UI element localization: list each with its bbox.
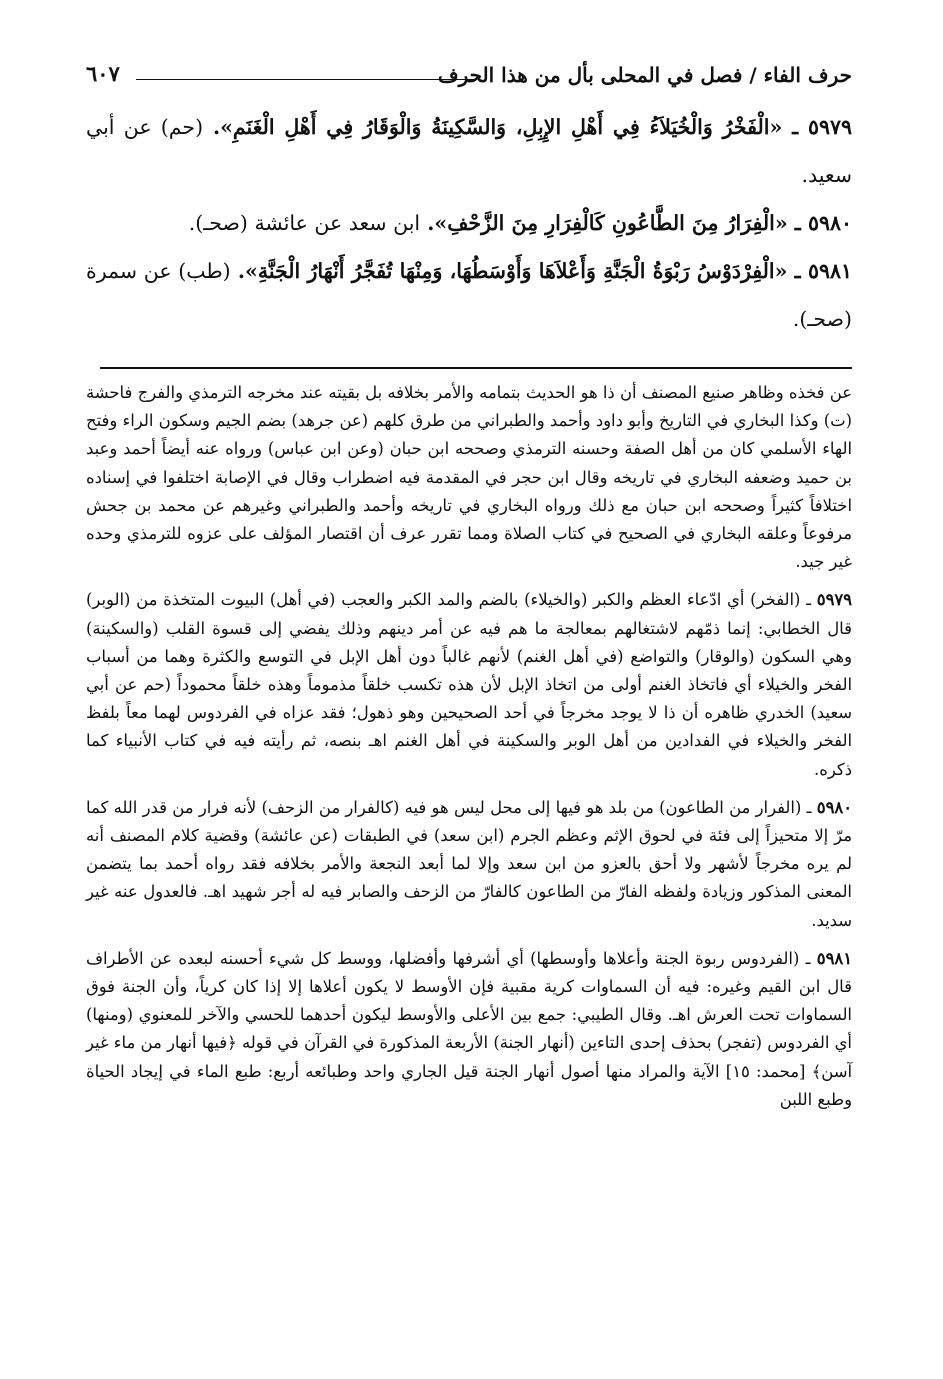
hadith-text: «الْفِرَارُ مِنَ الطَّاعُونِ كَالْفِرَارِ مِنَ الزَّحْفِ». bbox=[427, 211, 788, 235]
hadith-source: (طب) عن سمرة (صحـ). bbox=[86, 259, 852, 331]
page bbox=[86, 55, 852, 1114]
hadith-source: (حم) عن أبي سعيد. bbox=[86, 115, 852, 187]
hadith-entry: ٥٩٨١ ـ «الْفِرْدَوْسُ رَبْوَةُ الْجَنَّةِ وَأَعْلاَهَا وَأَوْسَطُهَا، وَمِنْهَا تُفَجَّرُ أَنْهَارُ الْجَنَّةِ». (طب) عن سمرة (صحـ). bbox=[86, 259, 852, 331]
note-number: ٥٩٧٩ bbox=[816, 590, 852, 610]
running-header bbox=[86, 55, 852, 99]
hadith-number: ٥٩٨٠ bbox=[807, 211, 852, 235]
note-text: (الفرار من الطاعون) من بلد هو فيها إلى محل ليس هو فيه (كالفرار من الزحف) لأنه فرار من قدر الله كما مرّ إلا متحيزاً إلى فئة في لحوق الإثم وعظم الجرم (ابن سعد) في الطبقات (عن عائشة) وقضية كلام المصنف أنه لم يره مخرجاً لأشهر ولا أحق بالعزو من ابن سعد وإلا لما أبعد النجعة والأمر بخلافه فقد رواه أحمد بما يتضمن المعنى المذكور وزيادة ولفظه الفارّ من الطاعون كالفارّ من الزحف والصابر فيه له أجر شهيد اهـ. فالعدول عنه غير سديد. bbox=[86, 797, 852, 930]
note-number: ٥٩٨١ bbox=[816, 948, 852, 968]
page-number: ٦٠٧ bbox=[86, 61, 120, 86]
hadith-text: «الْفِرْدَوْسُ رَبْوَةُ الْجَنَّةِ وَأَعْلاَهَا وَأَوْسَطُهَا، وَمِنْهَا تُفَجَّرُ أَنْهَارُ الْجَنَّةِ». bbox=[237, 259, 788, 283]
note-number: ٥٩٨٠ bbox=[816, 797, 852, 817]
header-title: حرف الفاء / فصل في المحلى بأل من هذا الحرف bbox=[437, 63, 852, 87]
commentary-note: ٥٩٧٩ ـ (الفخر) أي ادّعاء العظم والكبر (والخيلاء) بالضم والمد الكبر والعجب (في أهل) البيوت المتخذة من (الوبر) قال الخطابي: إنما ذمّهم لاشتغالهم بمعالجة ما هم فيه عن أمر دينهم وذلك يفضي إلى قسوة القلب (والسكينة) وهي السكون (والوقار) والتواضع (في أهل الغنم) لأنهم غالباً دون أهل الإبل في التوسع والكثرة وهما من أسباب الفخر والخيلاء أي فاتخاذ الغنم أولى من اتخاذ الإبل لأن هذه تكسب خلقاً مذموماً وهذه خلقاً محموداً (حم عن أبي سعيد) الخدري ظاهره أن ذا لا يوجد مخرجاً في أحد الصحيحين وهو ذهول؛ فقد عزاه في الفردوس لهما معاً بلفظ الفخر والخيلاء في الفدادين من أهل الوبر والسكينة في أهل الغنم اهـ بنصه، ثم رأيته فيه في كتاب الأنبياء كما ذكره. bbox=[86, 590, 852, 779]
hadith-entry: ٥٩٨٠ ـ «الْفِرَارُ مِنَ الطَّاعُونِ كَالْفِرَارِ مِنَ الزَّحْفِ». ابن سعد عن عائشة (صحـ). bbox=[188, 211, 852, 235]
commentary-note: ٥٩٨٠ ـ (الفرار من الطاعون) من بلد هو فيها إلى محل ليس هو فيه (كالفرار من الزحف) لأنه فرار من قدر الله كما مرّ إلا متحيزاً إلى فئة في لحوق الإثم وعظم الجرم (ابن سعد) في الطبقات (عن عائشة) وقضية كلام المصنف أنه لم يره مخرجاً لأشهر ولا أحق بالعزو من ابن سعد وإلا لما أبعد النجعة والأمر بخلافه فقد رواه أحمد بما يتضمن المعنى المذكور وزيادة ولفظه الفارّ من الطاعون كالفارّ من الزحف والصابر فيه له أجر شهيد اهـ. فالعدول عنه غير سديد. bbox=[86, 797, 852, 930]
hadith-entry: ٥٩٧٩ ـ «الْفَخْرُ وَالْخُيَلاَءُ فِي أَهْلِ الإِبِلِ، وَالسَّكِينَةُ وَالْوَقَارُ فِي أَهْلِ الْغَنَمِ». (حم) عن أبي سعيد. bbox=[86, 115, 853, 187]
hadith-text: «الْفَخْرُ وَالْخُيَلاَءُ فِي أَهْلِ الإِبِلِ، وَالسَّكِينَةُ وَالْوَقَارُ فِي أَهْلِ الْغَنَمِ». bbox=[212, 115, 783, 139]
footnote-divider bbox=[100, 367, 852, 369]
hadith-section bbox=[86, 103, 852, 343]
commentary-note: ٥٩٨١ ـ (الفردوس ربوة الجنة وأعلاها وأوسطها) أي أشرفها وأفضلها، ووسط كل شيء أحسنه لبعده عن الأطراف قال ابن القيم وغيره: فيه أن السماوات كرية مقبية فإن الأوسط لا يكون أعلاها إلا إذا كان كرياً، وأن الجنة فوق السماوات تحت العرش اهـ. وقال الطيبي: جمع بين الأعلى والأوسط ليكون أحدهما للحسي والآخر للمعنوي (ومنها) أي الفردوس (تفجر) بحذف إحدى التاءين (أنهار الجنة) الأربعة المذكورة في القرآن في قوله ﴿فيها أنهار من ماء غير آسن﴾ [محمد: ١٥] الآية والمراد منها أصول أنهار الجنة قيل الجاري واحد وطبائعه أربع: طبع الماء في إيجاد الحياة وطبع اللبن bbox=[86, 948, 853, 1109]
header-rule bbox=[136, 79, 474, 80]
hadith-source: ابن سعد عن عائشة (صحـ). bbox=[188, 211, 421, 235]
commentary-intro: عن فخذه وظاهر صنيع المصنف أن ذا هو الحديث بتمامه والأمر بخلافه بل بقيته عند مخرجه الترمذي والفرج فاحشة (ت) وكذا البخاري في التاريخ وأبو داود وأحمد والطبراني من طرق كلهم (عن جرهد) بضم الجيم وسكون الراء وفتح الهاء الأسلمي كان من أهل الصفة وحسنه الترمذي وصححه ابن حبان (وعن ابن عباس) ورواه عنه أيضاً أحمد وعبد بن حميد وضعفه البخاري في تاريخه وقال ابن حجر في المقدمة فيه اضطراب وقال في الإصابة اختلفوا في إسناده اختلافاً كثيراً وصححه ابن حبان مع ذلك ورواه البخاري في تاريخه وأحمد والطبراني وغيرهم عن محمد بن جحش مرفوعاً وعلقه البخاري في الصحيح في كتاب الصلاة ومما تقرر عرف أن اقتصار المؤلف على عزوه للترمذي وحده غير جيد. bbox=[86, 383, 852, 572]
commentary-section bbox=[86, 379, 852, 1114]
note-text: (الفردوس ربوة الجنة وأعلاها وأوسطها) أي أشرفها وأفضلها، ووسط كل شيء أحسنه لبعده عن الأطراف قال ابن القيم وغيره: فيه أن السماوات كرية مقبية فإن الأوسط لا يكون أعلاها إلا إذا كان كرياً، وأن الجنة فوق السماوات تحت العرش اهـ. وقال الطيبي: جمع بين الأعلى والأوسط ليكون أحدهما للحسي والآخر للمعنوي (ومنها) أي الفردوس (تفجر) بحذف إحدى التاءين (أنهار الجنة) الأربعة المذكورة في القرآن في قوله ﴿فيها أنهار من ماء غير آسن﴾ [محمد: ١٥] الآية والمراد منها أصول أنهار الجنة قيل الجاري واحد وطبائعه أربع: طبع الماء في إيجاد الحياة وطبع اللبن bbox=[86, 948, 853, 1109]
note-text: (الفخر) أي ادّعاء العظم والكبر (والخيلاء) بالضم والمد الكبر والعجب (في أهل) البيوت المتخذة من (الوبر) قال الخطابي: إنما ذمّهم لاشتغالهم بمعالجة ما هم فيه عن أمر دينهم وذلك يفضي إلى قسوة القلب (والسكينة) وهي السكون (والوقار) والتواضع (في أهل الغنم) لأنهم غالباً دون أهل الإبل في التوسع والكثرة وهما من أسباب الفخر والخيلاء أي فاتخاذ الغنم أولى من اتخاذ الإبل لأن هذه تكسب خلقاً مذموماً وهذه خلقاً محموداً (حم عن أبي سعيد) الخدري ظاهره أن ذا لا يوجد مخرجاً في أحد الصحيحين وهو ذهول؛ فقد عزاه في الفردوس لهما معاً بلفظ الفخر والخيلاء في الفدادين من أهل الوبر والسكينة في أهل الغنم اهـ بنصه، ثم رأيته فيه في كتاب الأنبياء كما ذكره. bbox=[86, 590, 852, 779]
hadith-number: ٥٩٨١ bbox=[807, 259, 852, 283]
hadith-number: ٥٩٧٩ bbox=[807, 115, 853, 139]
